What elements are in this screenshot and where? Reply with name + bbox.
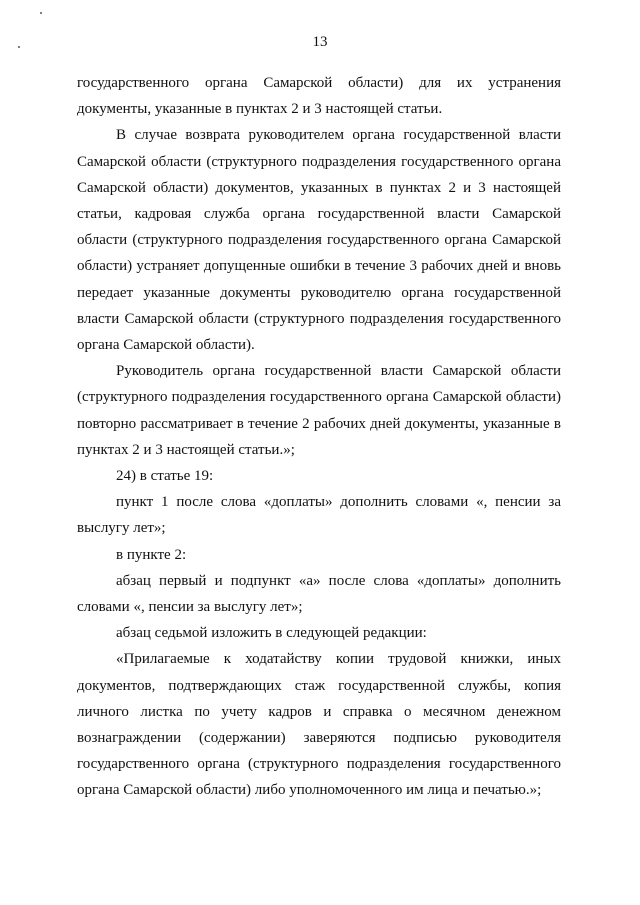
document-body bbox=[77, 70, 561, 804]
paragraph-4: 24) в статье 19: bbox=[116, 468, 214, 485]
paragraph-9: «Прилагаемые к ходатайству копии трудовой книжки, иных документов, подтверждающих стаж государственной службы, копия личного листка по учету кадров и справка о месячном денежном вознаграждении (содержании) заверяются подписью руководителя государственного органа (структурного подразделения государственного органа Самарской области) либо уполномоченного им лица и печатью.»; bbox=[77, 651, 561, 799]
paragraph-5: пункт 1 после слова «доплаты» дополнить словами «, пенсии за выслугу лет»; bbox=[77, 494, 561, 537]
scan-speck bbox=[18, 46, 20, 48]
paragraph-7: абзац первый и подпункт «а» после слова «доплаты» дополнить словами «, пенсии за выслугу лет»; bbox=[77, 572, 561, 616]
paragraph-2: В случае возврата руководителем органа государственной власти Самарской области (структурного подразделения государственного органа Самарской области) документов, указанных в пунктах 2 и 3 настоящей статьи, кадровая служба органа государственной власти Самарской области (структурного подразделения государственного органа Самарской области) устраняет допущенные ошибки в течение 3 рабочих дней и вновь передает указанные документы руководителю органа государственной власти Самарской области (структурного подразделения государственного органа Самарской области). bbox=[77, 127, 561, 354]
paragraph-3: Руководитель органа государственной власти Самарской области (структурного подразделения государственного органа Самарской области) повторно рассматривает в течение 2 рабочих дней документы, указанные в пунктах 2 и 3 настоящей статьи.»; bbox=[77, 363, 561, 458]
scan-speck bbox=[40, 12, 42, 14]
paragraph-8: абзац седьмой изложить в следующей редакции: bbox=[116, 625, 427, 642]
page-number: 13 bbox=[312, 34, 328, 50]
paragraph-1: государственного органа Самарской области) для их устранения документы, указанные в пунктах 2 и 3 настоящей статьи. bbox=[77, 75, 561, 118]
paragraph-6: в пункте 2: bbox=[116, 546, 187, 563]
